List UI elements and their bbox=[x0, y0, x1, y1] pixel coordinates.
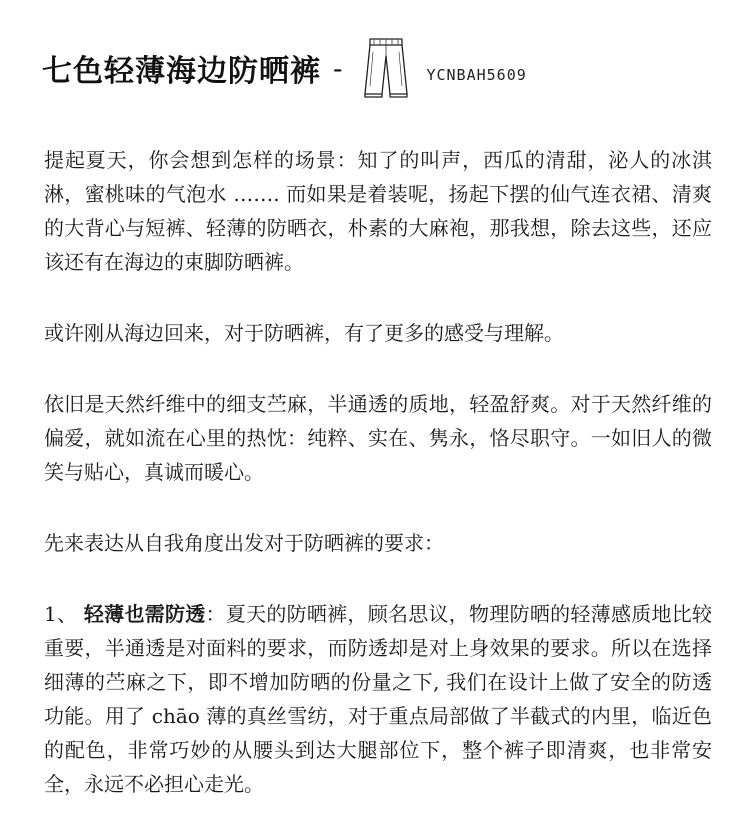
header bbox=[42, 36, 527, 100]
point-1 bbox=[44, 597, 712, 801]
title-separator: - bbox=[333, 51, 343, 85]
paragraph-understanding: 或许刚从海边回来，对于防晒裤，有了更多的感受与理解。 bbox=[44, 321, 564, 345]
point-1-colon: ： bbox=[205, 602, 226, 626]
paragraph-requirements: 先来表达从自我角度出发对于防晒裤的要求： bbox=[44, 531, 444, 555]
paragraph-material: 依旧是天然纤维中的细支苎麻，半通透的质地，轻盈舒爽。对于天然纤维的偏爱，就如流在心里的热忱：纯粹、实在、隽永，恪尽职守。一如旧人的微笑与贴心，真诚而暖心。 bbox=[44, 392, 712, 484]
point-1-number: 1、 bbox=[44, 602, 78, 626]
article-body bbox=[44, 143, 712, 838]
point-1-body: 夏天的防晒裤，顾名思议，物理防晒的轻薄感质地比较重要，半通透是对面料的要求，而防透却是对上身效果的要求。所以在选择细薄的苎麻之下，即不增加防晒的份量之下, 我们在设计上做了安全的防透功能。用了 chāo 薄的真丝雪纺，对于重点局部做了半截式的内里，临近色的配色，非常巧妙的从腰头到达大腿部位下，整个裤子即清爽，也非常安全，永远不必担心走光。 bbox=[44, 602, 713, 796]
paragraph-intro: 提起夏天，你会想到怎样的场景：知了的叫声，西瓜的清甜，泌人的冰淇淋，蜜桃味的气泡水 ……. 而如果是着装呢，扬起下摆的仙气连衣裙、清爽的大背心与短裤、轻薄的防晒衣，朴素的大麻袍，那我想，除去这些，还应该还有在海边的束脚防晒裤。 bbox=[44, 148, 712, 274]
page-title: 七色轻薄海边防晒裤 bbox=[42, 54, 321, 89]
pants-sketch-icon bbox=[360, 36, 412, 100]
product-code: YCNBAH5609 bbox=[426, 66, 527, 84]
point-1-heading: 轻薄也需防透 bbox=[83, 602, 206, 626]
